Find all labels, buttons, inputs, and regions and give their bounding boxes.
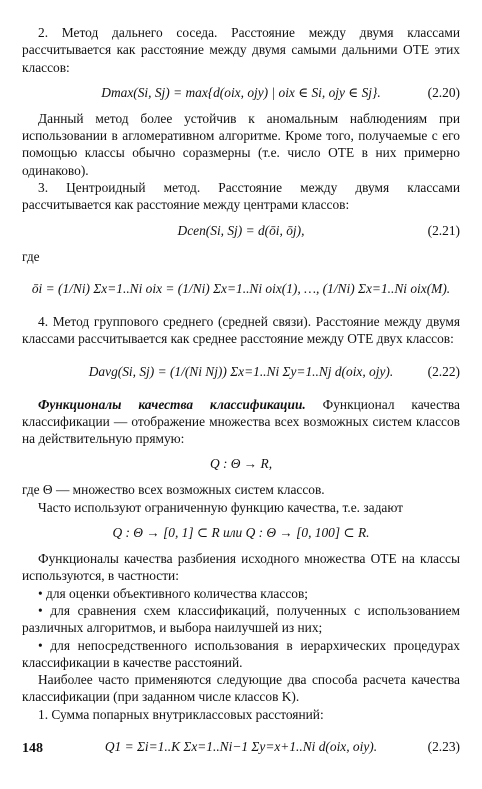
equation-bounded-q [22,520,460,546]
equation-q-mapping [22,451,460,477]
equation-2-23-body: Q1 = Σi=1..K Σx=1..Ni−1 Σy=x+1..Ni d(oix, oiy). [104,739,378,755]
quality-functionals-text: Функционал качества классификации — отображение множества всех возможных систем классов на действительную прямую: [22,396,461,447]
paragraph-far-neighbor: 2. Метод дальнего соседа. Расстояние между двумя классами рассчитывается как расстояние между двумя самыми дальними ОТЕ этих классов: [22,25,460,75]
equation-2-22 [22,352,460,392]
paragraph-centroid: 3. Центроидный метод. Расстояние между двумя классами рассчитывается как расстояние между центрами классов: [22,180,460,213]
equation-q-mapping-body: Q : Θ → R, [209,456,273,472]
equation-2-21-number: (2.21) [427,222,460,238]
equation-2-20-number: (2.20) [427,84,460,100]
equation-2-20 [22,80,460,106]
equation-2-20-body: Dmax(Si, Sj) = max{d(oix, ojy) | oix ∈ Si, ojy ∈ Sj}. [101,84,381,100]
paragraph-bounded: Часто используют ограниченную функцию качества, т.е. задают [38,499,404,515]
equation-centroid-def-body: ōi = (1/Ni) Σx=1..Ni oix = (1/Ni) Σx=1..Ni oix(1), …, (1/Ni) Σx=1..Ni oix(M). [31,280,451,296]
paragraph-stability: Данный метод более устойчив к аномальным наблюдениям при использовании в агломеративном алгоритме. Кроме того, получаемые с его помощью классы обычно соразмерны (т.е. число ОТЕ в них примерно одинаково). [22,110,460,178]
paragraph-usage: Функционалы качества разбиения исходного множества ОТЕ на классы используются, в частности: [22,551,460,584]
paragraph-pairwise-sum: 1. Сумма попарных внутриклассовых расстояний: [38,706,324,722]
equation-2-22-body: Davg(Si, Sj) = (1/(Ni Nj)) Σx=1..Ni Σy=1..Nj d(oix, ojy). [88,363,394,379]
equation-centroid-def [22,269,460,309]
equation-2-21 [22,218,460,244]
page-number: 148 [22,741,43,756]
equation-2-23 [22,727,460,767]
quality-functionals-heading: Функционалы качества классификации. [38,396,306,412]
equation-bounded-q-body: Q : Θ → [0, 1] ⊂ R или Q : Θ → [0, 100] ⊂ R. [112,525,370,541]
equation-2-23-number: (2.23) [427,739,460,755]
where-label: где [22,248,40,264]
paragraph-quality-functionals [22,396,460,448]
equation-2-22-number: (2.22) [427,363,460,379]
list-item: • для оценки объективного количества классов; [38,585,308,601]
paragraph-group-average: 4. Метод группового среднего (средней связи). Расстояние между двумя классами рассчитывается как среднее расстояние между ОТЕ двух классов: [22,313,460,347]
list-item: • для сравнения схем классификаций, полученных с использованием различных алгоритмов, и выбора наилучшей из них; [22,602,460,636]
paragraph-theta-def: где Θ — множество всех возможных систем классов. [22,482,325,498]
list-item: • для непосредственного использования в иерархических процедурах классификации в качестве расстояний. [22,637,460,670]
equation-2-21-body: Dcen(Si, Sj) = d(ōi, ōj), [177,222,305,238]
paragraph-two-methods: Наиболее часто применяются следующие два способа расчета качества классификации (при заданном числе классов K). [22,672,460,705]
